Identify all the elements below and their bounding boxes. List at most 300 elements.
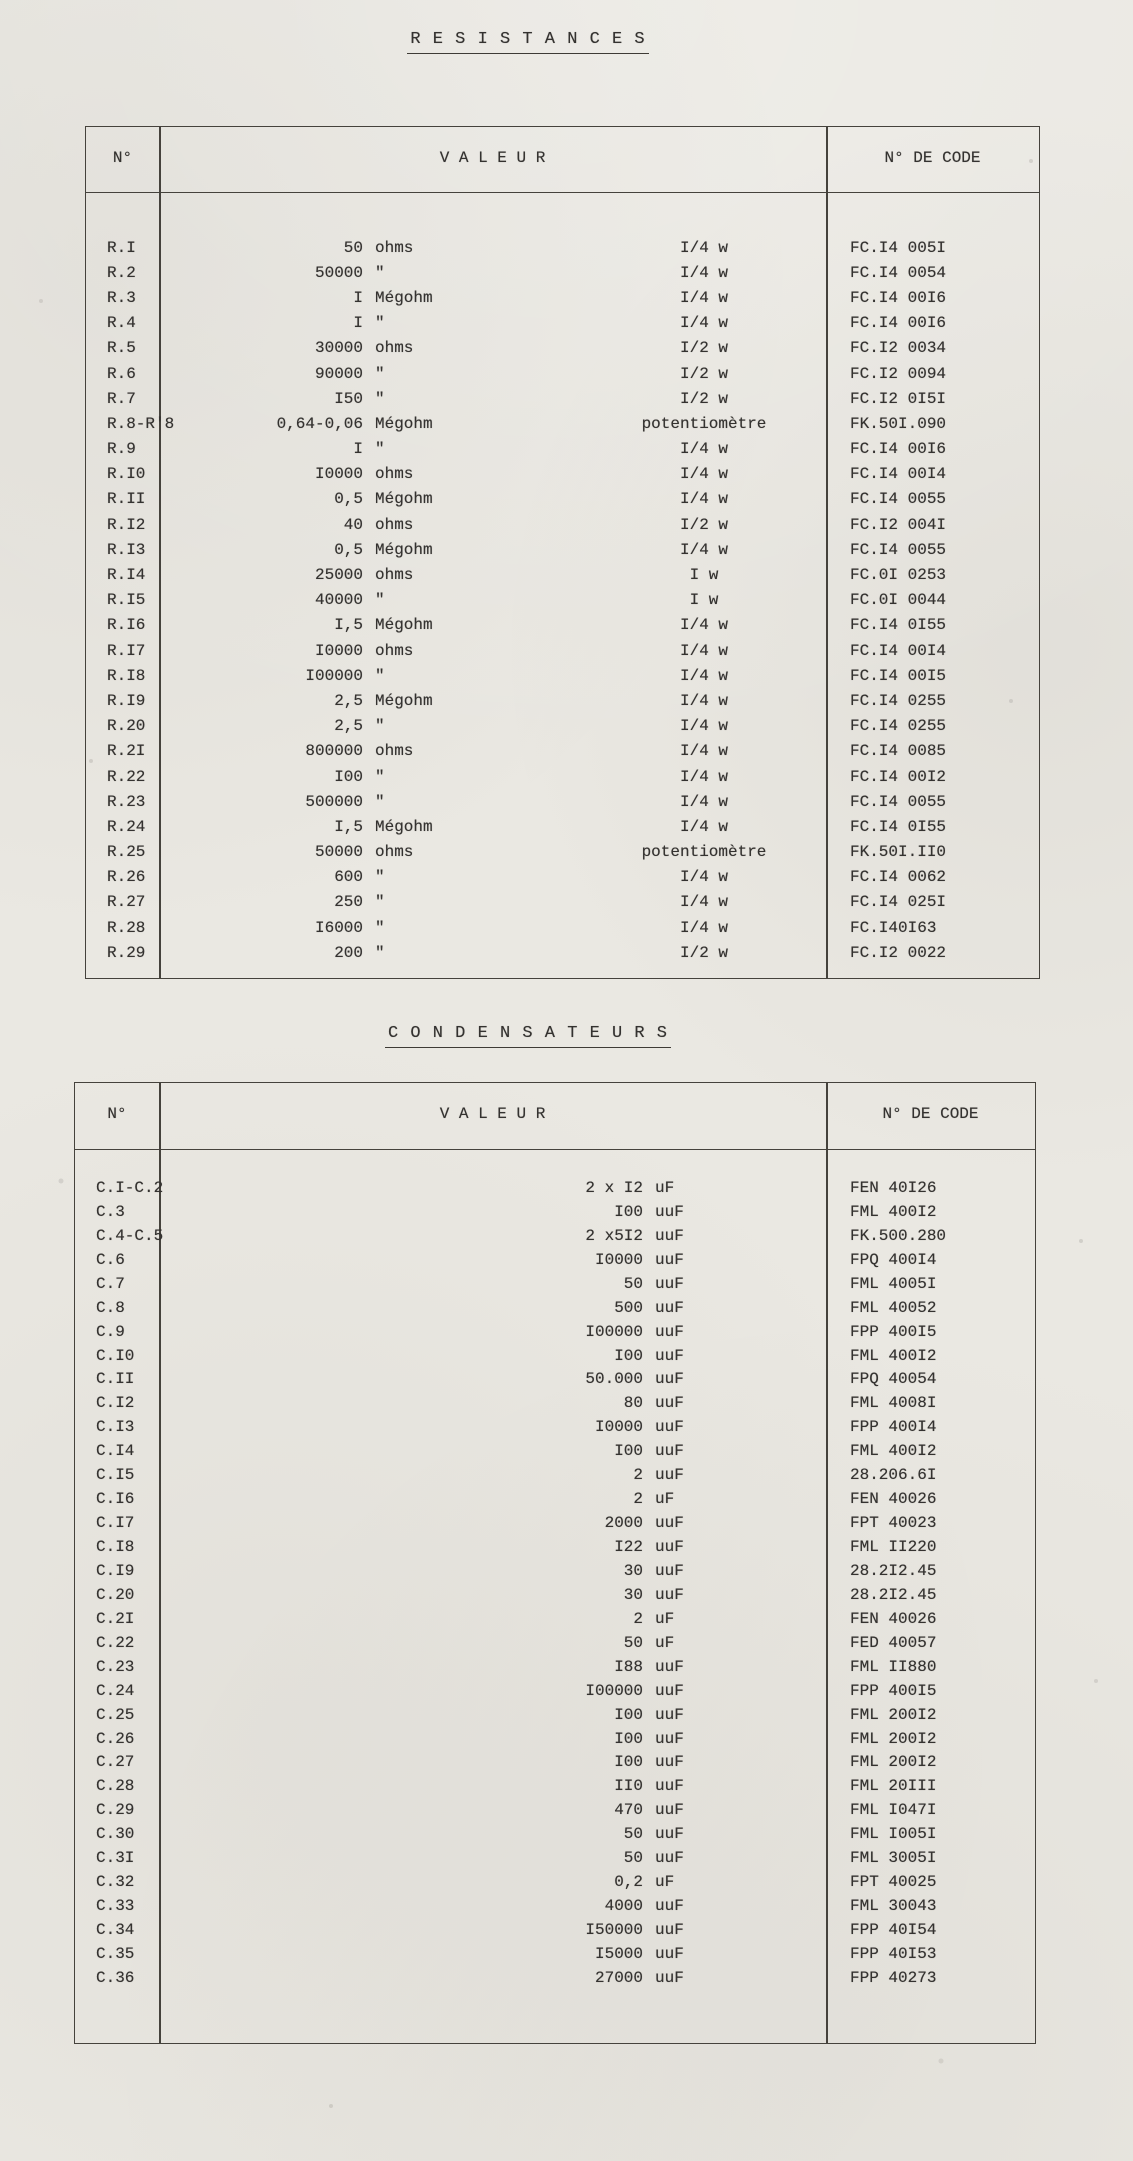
cell-no: R.I9 [107,691,146,710]
resistance-row [86,235,1039,260]
cell-unit: ohms [375,641,414,660]
condensateur-row [75,1870,1035,1894]
cell-val: II0 [614,1777,643,1796]
cell-val: 27000 [594,1968,643,1987]
cell-no: R.I6 [107,616,146,635]
cell-watt: potentiomètre [641,414,767,433]
cell-unit: ohms [375,515,414,534]
cell-unit: uuF [655,1226,684,1245]
resistance-row [86,940,1039,965]
cell-watt: I/2 w [679,389,728,408]
cell-val: I00 [614,1705,643,1724]
cell-no: R.I5 [107,591,146,610]
cell-code: FC.I4 0055 [850,540,947,559]
cell-no: R.5 [107,339,136,358]
cell-no: C.II [96,1370,135,1389]
cell-no: C.24 [96,1681,135,1700]
cell-val: 2,5 [334,717,363,736]
cell-unit: uuF [655,1466,684,1485]
cell-code: FML 400I2 [850,1202,937,1221]
cell-unit: uF [655,1178,675,1197]
cell-unit: uuF [655,1250,684,1269]
cell-unit: ohms [375,742,414,761]
condensateur-row [75,1822,1035,1846]
cell-unit: uuF [655,1561,684,1580]
cell-val: I00 [614,1346,643,1365]
cell-no: R.I3 [107,540,146,559]
cell-unit: uuF [655,1538,684,1557]
resistance-row [86,285,1039,310]
cell-no: C.34 [96,1921,135,1940]
cell-code: FC.I4 005I [850,238,947,257]
condensateur-row [75,1798,1035,1822]
cell-unit: ohms [375,465,414,484]
cell-code: FPP 40I53 [850,1944,937,1963]
resistance-row [86,411,1039,436]
cell-val: 500000 [305,792,363,811]
cell-val: I00 [614,1729,643,1748]
cell-watt: I/4 w [679,288,728,307]
cell-code: FC.I4 025I [850,893,947,912]
resistances-body [86,193,1039,965]
cell-unit: uF [655,1873,675,1892]
cell-code: FK.50I.II0 [850,843,947,862]
cell-watt: I/4 w [679,263,728,282]
cell-val: I0000 [594,1250,643,1269]
condensateur-row [75,1894,1035,1918]
cell-code: FC.I4 0062 [850,868,947,887]
cell-watt: I/4 w [679,540,728,559]
cell-code: FML 4008I [850,1394,937,1413]
cell-val: 40000 [314,591,363,610]
resistance-row [86,613,1039,638]
cell-code: FML I005I [850,1825,937,1844]
resistances-header-row [86,127,1039,193]
cell-code: FC.I4 0055 [850,792,947,811]
cell-unit: uuF [655,1801,684,1820]
cell-code: FML 20III [850,1777,937,1796]
cell-code: FML II220 [850,1538,937,1557]
resistance-row [86,361,1039,386]
cell-code: FC.I4 00I2 [850,767,947,786]
cell-no: R.I [107,238,136,257]
cell-val: I [353,314,363,333]
cell-unit: uF [655,1633,675,1652]
condensateur-row [75,1176,1035,1200]
cell-val: I00 [334,767,363,786]
cell-val: 2 x5I2 [585,1226,643,1245]
cell-no: R.24 [107,817,146,836]
cell-no: C.6 [96,1250,125,1269]
resistance-row [86,739,1039,764]
cell-no: C.I5 [96,1466,135,1485]
cell-code: FK.50I.090 [850,414,947,433]
condensateur-row [75,1487,1035,1511]
header-no: N° [107,1105,127,1123]
cell-watt: I/4 w [679,440,728,459]
cell-code: FC.I2 0034 [850,339,947,358]
cell-val: I0000 [314,641,363,660]
cell-no: C.26 [96,1729,135,1748]
cell-code: FC.I4 0255 [850,691,947,710]
cell-watt: I/2 w [679,339,728,358]
resistance-row [86,386,1039,411]
condensateur-row [75,1200,1035,1224]
cell-code: FML 400I2 [850,1442,937,1461]
cell-no: R.I2 [107,515,146,534]
cell-code: FML I047I [850,1801,937,1820]
cell-unit: uuF [655,1705,684,1724]
condensateur-row [75,1607,1035,1631]
resistance-row [86,336,1039,361]
cell-val: 800000 [305,742,363,761]
scan-noise [0,0,2,2]
condensateur-row [75,1296,1035,1320]
cell-no: C.I7 [96,1514,135,1533]
cell-code: FPQ 400I4 [850,1250,937,1269]
cell-val: I22 [614,1538,643,1557]
cell-no: C.29 [96,1801,135,1820]
resistance-row [86,915,1039,940]
cell-unit: " [375,918,385,937]
cell-val: I00000 [305,666,363,685]
condensateur-row [75,1463,1035,1487]
cell-val: 30 [623,1585,643,1604]
resistance-row [86,865,1039,890]
cell-no: R.29 [107,943,146,962]
cell-watt: I/2 w [679,943,728,962]
cell-no: C.8 [96,1298,125,1317]
cell-unit: ohms [375,843,414,862]
cell-unit: " [375,364,385,383]
cell-no: R.27 [107,893,146,912]
header-code: N° DE CODE [884,149,981,167]
cell-watt: I/4 w [679,641,728,660]
condensateur-row [75,1751,1035,1775]
cell-val: I50000 [585,1921,643,1940]
cell-val: 0,64-0,06 [276,414,363,433]
cell-unit: uuF [655,1681,684,1700]
condensateur-row [75,1320,1035,1344]
cell-code: FC.I4 00I6 [850,288,947,307]
cell-code: FC.I4 0255 [850,717,947,736]
cell-watt: I w [689,566,719,585]
condensateur-row [75,1439,1035,1463]
cell-val: 80 [623,1394,643,1413]
cell-unit: uuF [655,1202,684,1221]
cell-no: R.7 [107,389,136,408]
cell-no: C.I2 [96,1394,135,1413]
cell-code: FPQ 40054 [850,1370,937,1389]
condensateur-row [75,1918,1035,1942]
cell-no: C.27 [96,1753,135,1772]
cell-val: 2 x I2 [585,1178,643,1197]
condensateurs-header-row [75,1083,1035,1150]
cell-no: C.I8 [96,1538,135,1557]
cell-code: FC.I4 0055 [850,490,947,509]
cell-watt: I/4 w [679,238,728,257]
cell-no: R.II [107,490,146,509]
cell-no: C.7 [96,1274,125,1293]
cell-val: 4000 [604,1897,643,1916]
condensateur-row [75,1631,1035,1655]
cell-code: FPT 40023 [850,1514,937,1533]
cell-unit: uuF [655,1729,684,1748]
condensateur-row [75,1415,1035,1439]
cell-unit: uuF [655,1921,684,1940]
cell-no: R.9 [107,440,136,459]
cell-code: FK.500.280 [850,1226,947,1245]
cell-code: FC.I2 004I [850,515,947,534]
condensateur-row [75,1727,1035,1751]
cell-no: C.23 [96,1657,135,1676]
cell-val: 50 [623,1825,643,1844]
header-no: N° [112,149,133,167]
cell-code: FEN 40I26 [850,1178,937,1197]
condensateur-row [75,1942,1035,1966]
cell-code: FC.0I 0044 [850,591,947,610]
cell-val: I [353,288,363,307]
cell-unit: uuF [655,1944,684,1963]
cell-unit: ohms [375,238,414,257]
cell-watt: I/4 w [679,893,728,912]
resistances-title-text: R E S I S T A N C E S [407,30,648,54]
cell-code: FC.I2 0094 [850,364,947,383]
resistances-title [0,30,1056,54]
cell-unit: " [375,943,385,962]
cell-val: I0000 [594,1418,643,1437]
resistance-row [86,562,1039,587]
cell-val: I00 [614,1202,643,1221]
cell-code: FML 30043 [850,1897,937,1916]
cell-unit: " [375,591,385,610]
cell-code: FPP 400I5 [850,1681,937,1700]
cell-no: R.20 [107,717,146,736]
cell-watt: potentiomètre [641,843,767,862]
cell-watt: I/2 w [679,515,728,534]
condensateur-row [75,1559,1035,1583]
cell-no: R.I7 [107,641,146,660]
condensateur-row [75,1966,1035,1990]
cell-code: FC.I4 00I4 [850,465,947,484]
cell-no: R.2I [107,742,146,761]
resistance-row [86,487,1039,512]
cell-code: FPT 40025 [850,1873,937,1892]
cell-unit: Mégohm [375,288,433,307]
cell-no: C.35 [96,1944,135,1963]
cell-no: C.I6 [96,1490,135,1509]
condensateurs-title-text: C O N D E N S A T E U R S [385,1024,671,1048]
condensateur-row [75,1344,1035,1368]
cell-val: I6000 [314,918,363,937]
cell-val: I00000 [585,1681,643,1700]
cell-unit: ohms [375,339,414,358]
cell-unit: uuF [655,1394,684,1413]
cell-code: FPP 40I54 [850,1921,937,1940]
cell-val: 50000 [314,843,363,862]
cell-val: 50 [623,1274,643,1293]
cell-no: C.I4 [96,1442,135,1461]
cell-val: 2 [633,1490,643,1509]
cell-code: FML 4005I [850,1274,937,1293]
cell-unit: uuF [655,1968,684,1987]
resistance-row [86,638,1039,663]
condensateur-row [75,1272,1035,1296]
cell-val: 0,5 [334,540,363,559]
cell-code: FPP 40273 [850,1968,937,1987]
cell-no: C.4-C.5 [96,1226,164,1245]
cell-unit: uuF [655,1442,684,1461]
cell-watt: I/4 w [679,717,728,736]
cell-no: C.30 [96,1825,135,1844]
condensateur-row [75,1846,1035,1870]
condensateur-row [75,1679,1035,1703]
cell-val: I00 [614,1442,643,1461]
cell-val: I88 [614,1657,643,1676]
cell-code: FC.0I 0253 [850,566,947,585]
cell-code: 28.2I2.45 [850,1585,937,1604]
cell-no: C.I-C.2 [96,1178,164,1197]
condensateurs-title [0,1024,1056,1048]
cell-no: C.2I [96,1609,135,1628]
cell-val: 2,5 [334,691,363,710]
cell-val: 40 [343,515,363,534]
cell-unit: uF [655,1609,675,1628]
cell-no: R.22 [107,767,146,786]
cell-val: 600 [334,868,363,887]
cell-watt: I/4 w [679,742,728,761]
cell-val: 470 [614,1801,643,1820]
cell-no: R.26 [107,868,146,887]
cell-unit: " [375,389,385,408]
cell-watt: I/4 w [679,616,728,635]
cell-no: C.36 [96,1968,135,1987]
cell-code: FC.I4 00I5 [850,666,947,685]
cell-unit: Mégohm [375,616,433,635]
cell-code: FC.I4 0I55 [850,616,947,635]
cell-no: C.3I [96,1849,135,1868]
cell-val: 0,5 [334,490,363,509]
resistance-row [86,890,1039,915]
cell-unit: " [375,314,385,333]
cell-unit: uuF [655,1274,684,1293]
cell-val: I,5 [334,817,363,836]
cell-val: 250 [334,893,363,912]
condensateur-row [75,1391,1035,1415]
cell-unit: " [375,868,385,887]
cell-val: 0,2 [614,1873,643,1892]
cell-no: R.25 [107,843,146,862]
header-code: N° DE CODE [882,1105,979,1123]
condensateurs-table [74,1082,1036,2044]
cell-code: FML 400I2 [850,1346,937,1365]
cell-code: FPP 400I4 [850,1418,937,1437]
cell-val: I [353,440,363,459]
cell-no: C.9 [96,1322,125,1341]
condensateur-row [75,1583,1035,1607]
cell-no: R.4 [107,314,136,333]
cell-code: FC.I4 00I6 [850,440,947,459]
cell-unit: uuF [655,1298,684,1317]
cell-watt: I/4 w [679,767,728,786]
cell-unit: uuF [655,1418,684,1437]
cell-no: C.3 [96,1202,125,1221]
cell-watt: I/4 w [679,817,728,836]
cell-code: FC.I2 0022 [850,943,947,962]
cell-no: C.20 [96,1585,135,1604]
cell-code: FML II880 [850,1657,937,1676]
cell-val: I,5 [334,616,363,635]
condensateur-row [75,1703,1035,1727]
cell-unit: uuF [655,1322,684,1341]
cell-watt: I/4 w [679,314,728,333]
cell-watt: I/2 w [679,364,728,383]
condensateur-row [75,1511,1035,1535]
cell-unit: uF [655,1490,675,1509]
cell-no: R.2 [107,263,136,282]
cell-no: C.22 [96,1633,135,1652]
cell-no: R.6 [107,364,136,383]
cell-unit: " [375,440,385,459]
cell-no: C.I9 [96,1561,135,1580]
cell-no: C.I3 [96,1418,135,1437]
cell-unit: " [375,717,385,736]
header-valeur: V A L E U R [439,1105,546,1123]
cell-val: 25000 [314,566,363,585]
condensateur-row [75,1774,1035,1798]
cell-watt: I/4 w [679,691,728,710]
cell-no: R.23 [107,792,146,811]
cell-no: R.I4 [107,566,146,585]
cell-code: FC.I4 00I4 [850,641,947,660]
cell-val: 500 [614,1298,643,1317]
condensateur-row [75,1224,1035,1248]
resistance-row [86,688,1039,713]
cell-val: I5000 [594,1944,643,1963]
condensateur-row [75,1248,1035,1272]
resistance-row [86,814,1039,839]
cell-unit: Mégohm [375,691,433,710]
cell-code: FC.I4 0085 [850,742,947,761]
cell-unit: uuF [655,1825,684,1844]
cell-unit: " [375,767,385,786]
cell-val: 30000 [314,339,363,358]
cell-val: 200 [334,943,363,962]
cell-watt: I/4 w [679,465,728,484]
cell-unit: Mégohm [375,490,433,509]
cell-code: FML 200I2 [850,1753,937,1772]
cell-no: R.28 [107,918,146,937]
cell-code: FML 3005I [850,1849,937,1868]
cell-code: FML 40052 [850,1298,937,1317]
cell-code: 28.2I2.45 [850,1561,937,1580]
cell-val: 50.000 [585,1370,643,1389]
cell-unit: uuF [655,1585,684,1604]
resistance-row [86,789,1039,814]
cell-code: FML 200I2 [850,1729,937,1748]
resistance-row [86,512,1039,537]
cell-code: 28.206.6I [850,1466,937,1485]
condensateurs-body [75,1150,1035,1990]
cell-val: 50 [343,238,363,257]
cell-code: FC.I40I63 [850,918,937,937]
cell-no: R.3 [107,288,136,307]
cell-val: I00000 [585,1322,643,1341]
resistance-row [86,840,1039,865]
header-valeur: V A L E U R [439,149,546,167]
cell-val: 50 [623,1849,643,1868]
cell-code: FPP 400I5 [850,1322,937,1341]
